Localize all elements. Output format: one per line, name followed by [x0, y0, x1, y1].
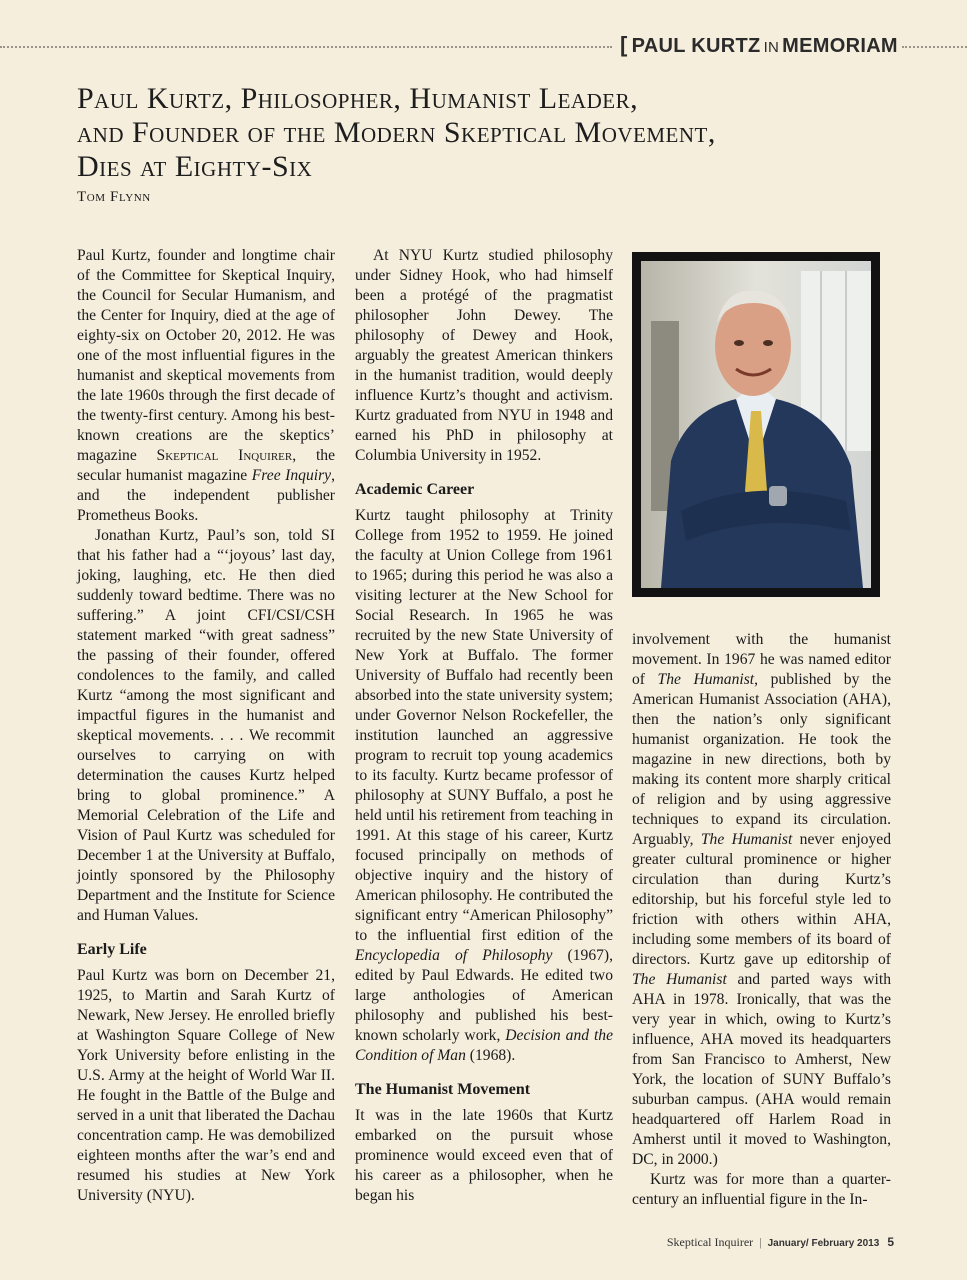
subheading-academic-career: Academic Career [355, 481, 475, 498]
subheading-humanist-movement: The Humanist Movement [355, 1081, 531, 1098]
section-bracket: [ [620, 32, 628, 57]
footer-separator: | [759, 1235, 762, 1249]
paragraph: It was in the late 1960s that Kurtz embarked on the pursuit whose prominence would exceed even that of his career as a philosopher, when he began his [355, 1107, 613, 1204]
byline: Tom Flynn [77, 189, 151, 205]
section-in: IN [763, 39, 780, 56]
paragraph: Kurtz taught philosophy at Trinity College from 1952 to 1959. He joined the faculty at Union College from 1961 to 1965; during this period he was also a visiting lecturer at the New School for Social Research. In 1965 he was recruited by the new State University of New York at Buffalo. The former University of Buffalo had recently been absorbed into the state university system; under Governor Nelson Rockefeller, the institution launched an aggressive program to recruit top young academics to its faculty. Kurtz became professor of philosophy at SUNY Buffalo, a post he held until his retirement from teaching in 1991. At this stage of his career, Kurtz focused principally on methods of objective inquiry and the history of American philosophy. He contributed the significant entry “American Philosophy” to the influential first edition of the Encyclopedia of Philosophy (1967), edited by Paul Edwards. He edited two large anthologies of American philosophy and published his best-known scholarly work, Decision and the Condition of Man (1968). [355, 507, 614, 1064]
section-name: PAUL KURTZ [631, 35, 761, 57]
header-dotted-rule-right [902, 46, 967, 48]
paragraph: Paul Kurtz was born on December 21, 1925, to Martin and Sarah Kurtz of Newark, New Jersey. He enrolled briefly at Washington Square College of New York University before enlisting in the U.S. Army at the height of World War II. He fought in the Battle of the Bulge and served in a unit that liberated the Dachau concentration camp. He was demobilized eighteen months after the war’s end and resumed his studies at New York University (NYU). [77, 967, 335, 1204]
column-2 [355, 246, 613, 1206]
paragraph: Paul Kurtz, founder and longtime chair of the Committee for Skeptical Inquiry, the Council for Secular Humanism, and the Center for Inquiry, died at the age of eighty-six on October 20, 2012. He was one of the most influential figures in the humanist and skeptical movements from the late 1960s through the first decade of the twenty-first century. Among his best-known creations are the skeptics’ magazine Skeptical Inquirer, the secular humanist magazine Free Inquiry, and the independent publisher Prometheus Books. [77, 247, 335, 524]
paragraph: Jonathan Kurtz, Paul’s son, told SI that his father had a “‘joyous’ last day, joking, laughing, etc. He then died suddenly toward bedtime. There was no suffering.” A joint CFI/CSI/CSH statement marked “with great sadness” the passing of their founder, offered condolences to the family, and called Kurtz “among the most significant and impactful figures in the humanist and skeptical movements. . . . We recommit ourselves to carrying on with determination the causes Kurtz helped bring to global prominence.” A Memorial Celebration of the Life and Vision of Paul Kurtz was scheduled for December 1 at the University at Buffalo, jointly sponsored by the Philosophy Department and the Institute for Science and Human Values. [77, 527, 335, 924]
footer-issue: January/ February 2013 [767, 1238, 880, 1249]
page-footer [667, 1235, 894, 1250]
section-tag [620, 32, 898, 58]
paragraph: involvement with the humanist movement. In 1967 he was named editor of The Humanist, published by the American Humanist Association (AHA), then the nation’s only significant humanist organization. He took the magazine in new directions, both by making its content more sharply critical of religion and by using aggressive techniques to expand its circulation. Arguably, The Humanist never enjoyed greater cultural prominence or higher circulation than during Kurtz’s editorship, but his forceful style led to friction with others within AHA, including some members of its board of directors. Kurtz gave up editorship of The Humanist and parted ways with AHA in 1978. Ironically, that was the very year in which, owing to Kurtz’s influence, AHA moved its headquarters from San Francisco to Amherst, New York, the location of SUNY Buffalo’s suburban campus. (AHA would remain headquartered off Harlem Road in Amherst until it moved to Washington, DC, in 2000.) [632, 631, 891, 1168]
footer-magazine: Skeptical Inquirer [666, 1235, 754, 1249]
portrait-photo [632, 252, 880, 597]
portrait-illustration [641, 261, 871, 588]
section-memoriam: MEMORIAM [782, 35, 898, 57]
column-1 [77, 246, 335, 1206]
title-line-3: Dies at Eighty-Six [77, 150, 313, 183]
header-dotted-rule-left [0, 46, 612, 48]
magazine-name: Free Inquiry [251, 467, 332, 484]
subheading-early-life: Early Life [77, 941, 147, 958]
title-line-2: and Founder of the Modern Skeptical Movement, [77, 116, 716, 149]
magazine-name: Skeptical Inquirer [156, 447, 293, 464]
column-3 [632, 630, 891, 1210]
article-title [77, 82, 917, 184]
paragraph: Kurtz was for more than a quarter-century an influential figure in the In- [632, 1171, 891, 1208]
page-number: 5 [887, 1235, 894, 1249]
title-line-1: Paul Kurtz, Philosopher, Humanist Leader, [77, 82, 639, 115]
paragraph: At NYU Kurtz studied philosophy under Sidney Hook, who had himself been a protégé of the pragmatist philosopher John Dewey. The philosophy of Dewey and Hook, arguably the greatest American thinkers in the humanist tradition, would deeply influence Kurtz’s thought and activism. Kurtz graduated from NYU in 1948 and earned his PhD in philosophy at Columbia University in 1952. [355, 247, 613, 464]
